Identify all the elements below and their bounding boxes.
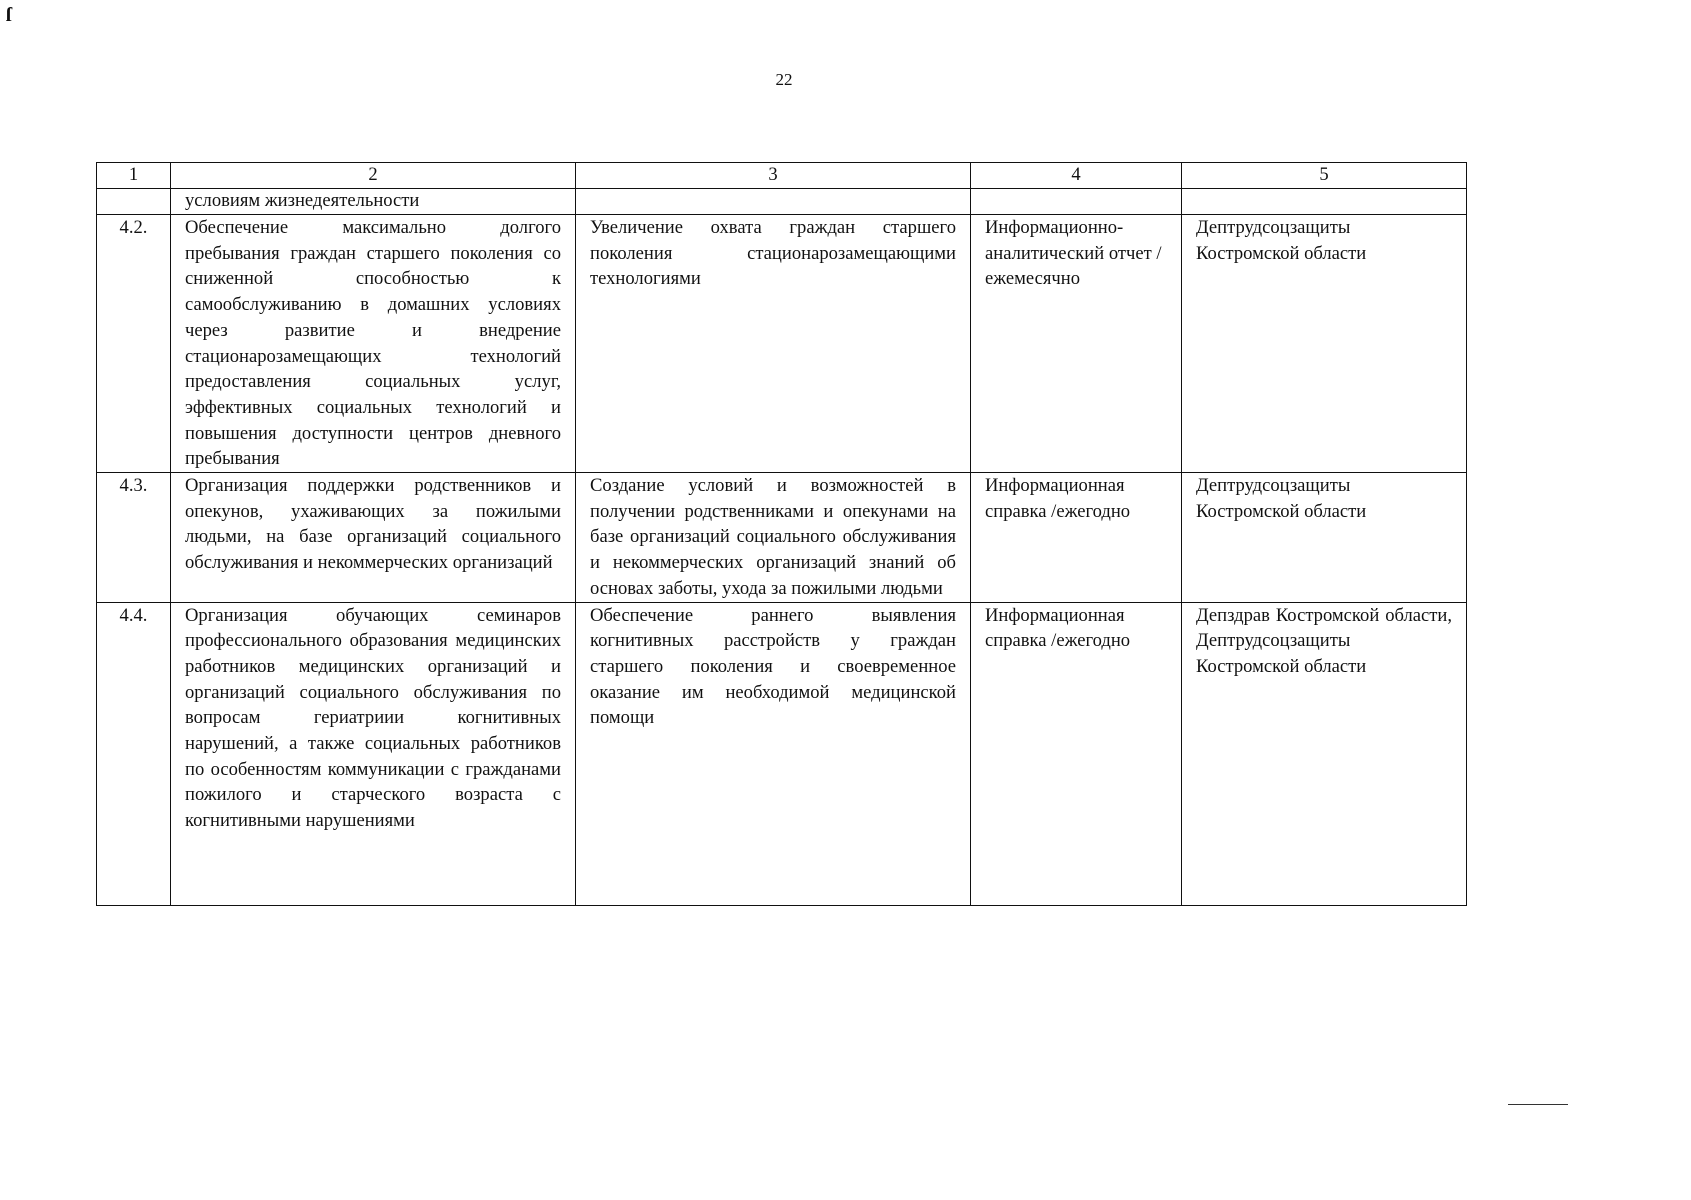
corner-mark: ſ	[6, 4, 12, 26]
table-header-row	[97, 163, 1467, 189]
result-cell	[576, 189, 971, 215]
table-row-continuation	[97, 189, 1467, 215]
measure-cell: Обеспечение максимально долгого пребывания граждан старшего поколения со сниженной способностью к самообслуживанию в домашних условиях через развитие и внедрение стационарозамещающих технологий предоставления социальных услуг, эффективных социальных технологий и повышения доступности центров дневного пребывания	[171, 215, 576, 473]
header-col-3: 3	[576, 163, 971, 189]
responsible-cell: Дептрудсоцзащиты Костромской области	[1182, 215, 1467, 473]
row-number: 4.4.	[97, 602, 171, 905]
responsible-cell	[1182, 189, 1467, 215]
reporting-cell: Информационно-аналитический отчет /ежемесячно	[971, 215, 1182, 473]
measure-cell: условиям жизнедеятельности	[171, 189, 576, 215]
responsible-cell: Дептрудсоцзащиты Костромской области	[1182, 473, 1467, 603]
table-row-4-4	[97, 602, 1467, 905]
header-col-5: 5	[1182, 163, 1467, 189]
header-col-4: 4	[971, 163, 1182, 189]
header-col-2: 2	[171, 163, 576, 189]
table-row-4-2	[97, 215, 1467, 473]
measure-cell: Организация обучающих семинаров профессионального образования медицинских работников медицинских организаций и организаций социального обслуживания по вопросам гериатриии когнитивных нарушений, а также социальных работников по особенностям коммуникации с гражданами пожилого и старческого возраста с когнитивными нарушениями	[171, 602, 576, 905]
row-number	[97, 189, 171, 215]
reporting-cell: Информационная справка /ежегодно	[971, 602, 1182, 905]
measure-cell: Организация поддержки родственников и опекунов, ухаживающих за пожилыми людьми, на базе организаций социального обслуживания и некоммерческих организаций	[171, 473, 576, 603]
result-cell: Создание условий и возможностей в получении родственниками и опекунами на базе организаций социального обслуживания и некоммерческих организаций знаний об основах заботы, ухода за пожилыми людьми	[576, 473, 971, 603]
plan-table	[96, 162, 1467, 906]
row-number: 4.3.	[97, 473, 171, 603]
scan-edge-line	[1508, 1104, 1568, 1105]
reporting-cell: Информационная справка /ежегодно	[971, 473, 1182, 603]
row-number: 4.2.	[97, 215, 171, 473]
reporting-cell	[971, 189, 1182, 215]
header-col-1: 1	[97, 163, 171, 189]
result-cell: Обеспечение раннего выявления когнитивных расстройств у граждан старшего поколения и своевременное оказание им необходимой медицинской помощи	[576, 602, 971, 905]
result-cell: Увеличение охвата граждан старшего поколения стационарозамещающими технологиями	[576, 215, 971, 473]
responsible-cell: Депздрав Костромской области, Дептрудсоцзащиты Костромской области	[1182, 602, 1467, 905]
table-row-4-3	[97, 473, 1467, 603]
page-number: 22	[775, 70, 793, 89]
